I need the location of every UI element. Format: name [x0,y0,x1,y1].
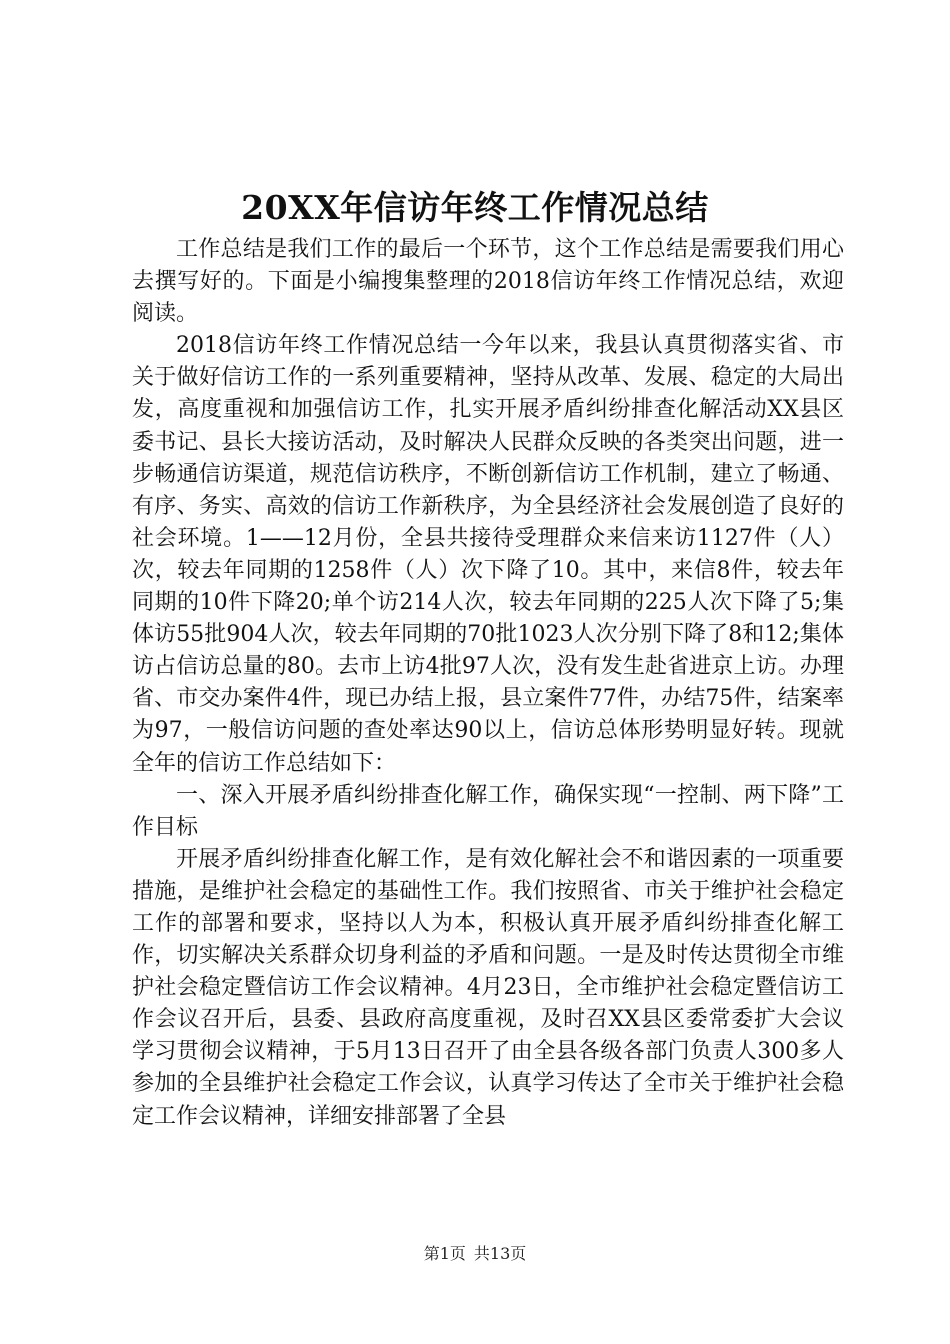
section-heading-1: 一、深入开展矛盾纠纷排查化解工作，确保实现“一控制、两下降”工作目标 [132,782,844,840]
document-body [132,234,844,1133]
page-total: 共13页 [473,1244,527,1263]
paragraph-summary: 2018信访年终工作情况总结一今年以来，我县认真贯彻落实省、市关于做好信访工作的一系列重要精神，坚持从改革、发展、稳定的大局出发，高度重视和加强信访工作，扎实开展矛盾纠纷排查化解活动XX县区委书记、县长大接访活动，及时解决人民群众反映的各类突出问题，进一步畅通信访渠道，规范信访秩序，不断创新信访工作机制，建立了畅通、有序、务实、高效的信访工作新秩序，为全县经济社会发展创造了良好的社会环境。1——12月份，全县共接待受理群众来信来访1127件（人）次，较去年同期的1258件（人）次下降了10。其中，来信8件，较去年同期的10件下降20;单个访214人次，较去年同期的225人次下降了5;集体访55批904人次，较去年同期的70批1023人次分别下降了8和12;集体访占信访总量的80。去市上访4批97人次，没有发生赴省进京上访。办理省、市交办案件4件，现已办结上报，县立案件77件，办结75件，结案率为97，一般信访问题的查处率达90以上，信访总体形势明显好转。现就全年的信访工作总结如下： [132,333,844,776]
page-number: 第1页 [423,1244,466,1263]
paragraph-section-1: 开展矛盾纠纷排查化解工作，是有效化解社会不和谐因素的一项重要措施，是维护社会稳定的基础性工作。我们按照省、市关于维护社会稳定工作的部署和要求，坚持以人为本，积极认真开展矛盾纠纷排查化解工作，切实解决关系群众切身利益的矛盾和问题。一是及时传达贯彻全市维护社会稳定暨信访工作会议精神。4月23日，全市维护社会稳定暨信访工作会议召开后，县委、县政府高度重视，及时召XX县区委常委扩大会议学习贯彻会议精神，于5月13日召开了由全县各级各部门负责人300多人参加的全县维护社会稳定工作会议，认真学习传达了全市关于维护社会稳定工作会议精神，详细安排部署了全县 [132,846,844,1129]
page-footer [0,1243,950,1265]
document-title: 20XX年信访年终工作情况总结 [241,188,709,227]
paragraph-intro: 工作总结是我们工作的最后一个环节，这个工作总结是需要我们用心去撰写好的。下面是小编搜集整理的2018信访年终工作情况总结，欢迎阅读。 [132,237,844,327]
